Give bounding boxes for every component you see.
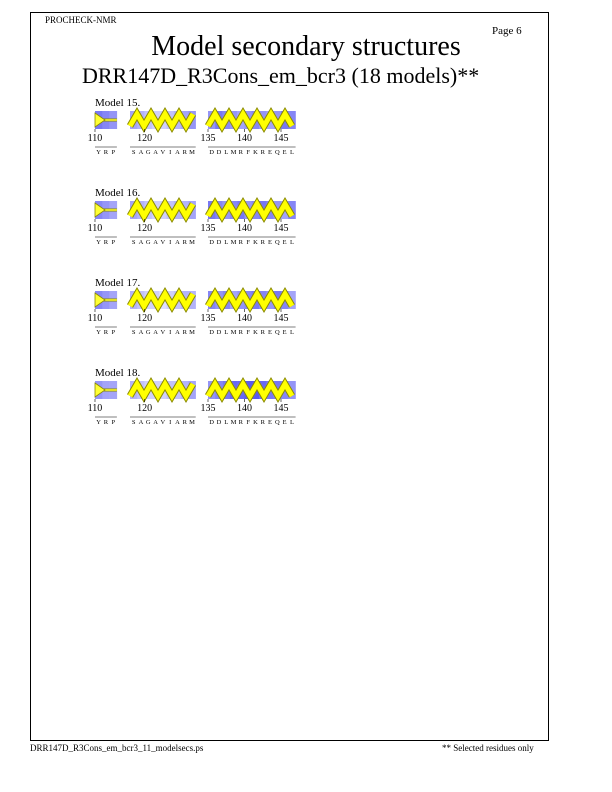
- residue-letter: D: [209, 149, 215, 156]
- residue-letter: R: [103, 239, 109, 246]
- residue-number: 145: [273, 313, 289, 324]
- model-label: Model 15.: [95, 97, 141, 109]
- residue-letter: A: [138, 239, 144, 246]
- structure-strip: [80, 201, 320, 257]
- residue-letter: S: [131, 239, 136, 246]
- residue-letter: M: [230, 149, 237, 156]
- residue-letter: L: [289, 419, 294, 426]
- residue-number: 120: [137, 403, 153, 414]
- program-name: PROCHECK-NMR: [45, 15, 117, 25]
- residue-letter: P: [111, 329, 116, 336]
- footer-note: ** Selected residues only: [442, 743, 534, 753]
- residue-number: 140: [237, 133, 252, 144]
- page-number: Page 6: [492, 25, 522, 37]
- residue-number: 140: [237, 403, 252, 414]
- residue-letter: A: [153, 329, 158, 336]
- residue-letter: E: [282, 419, 287, 426]
- residue-letter: G: [145, 329, 151, 336]
- residue-letter: E: [282, 329, 287, 336]
- residue-letter: K: [253, 239, 258, 246]
- residue-letter: P: [111, 239, 116, 246]
- residue-letter: E: [268, 239, 273, 246]
- residue-letter: D: [216, 149, 222, 156]
- residue-letter: D: [209, 239, 215, 246]
- residue-letter: L: [289, 149, 294, 156]
- residue-letter: M: [189, 329, 195, 336]
- residue-letter: K: [253, 329, 258, 336]
- residue-number: 145: [273, 403, 289, 414]
- residue-letter: V: [160, 149, 166, 156]
- residue-letter: L: [224, 329, 229, 336]
- model-block: [80, 367, 340, 447]
- residue-letter: M: [230, 329, 237, 336]
- residue-letter: R: [238, 419, 244, 426]
- residue-letter: E: [282, 149, 287, 156]
- residue-number: 110: [87, 313, 103, 324]
- residue-letter: S: [131, 419, 136, 426]
- residue-letter: S: [131, 149, 136, 156]
- residue-number: 140: [237, 223, 252, 234]
- model-block: [80, 97, 340, 177]
- residue-letter: Q: [274, 239, 280, 246]
- residue-number: 120: [137, 313, 153, 324]
- residue-letter: A: [153, 149, 158, 156]
- residue-letter: A: [175, 149, 180, 156]
- residue-letter: A: [138, 149, 144, 156]
- residue-letter: E: [282, 239, 287, 246]
- residue-letter: M: [230, 419, 237, 426]
- residue-letter: F: [246, 239, 250, 246]
- residue-letter: L: [224, 239, 229, 246]
- residue-letter: A: [175, 239, 180, 246]
- residue-number: 120: [137, 133, 153, 144]
- residue-letter: R: [238, 149, 244, 156]
- residue-number: 135: [200, 223, 216, 234]
- residue-letter: F: [246, 329, 250, 336]
- residue-letter: S: [131, 329, 136, 336]
- residue-letter: E: [268, 419, 273, 426]
- residue-letter: D: [209, 419, 215, 426]
- residue-letter: G: [145, 239, 151, 246]
- residue-letter: R: [238, 239, 244, 246]
- residue-letter: K: [253, 149, 258, 156]
- residue-letter: R: [238, 329, 244, 336]
- residue-letter: Q: [274, 149, 280, 156]
- structure-strip: [80, 291, 320, 347]
- residue-letter: V: [160, 239, 166, 246]
- residue-letter: P: [111, 149, 116, 156]
- page-subtitle: DRR147D_R3Cons_em_bcr3 (18 models)**: [82, 63, 480, 88]
- residue-letter: M: [189, 419, 195, 426]
- residue-letter: M: [189, 149, 195, 156]
- residue-letter: Y: [96, 329, 102, 336]
- residue-letter: I: [169, 419, 172, 426]
- residue-letter: F: [246, 419, 250, 426]
- residue-letter: R: [260, 329, 265, 336]
- residue-letter: I: [169, 329, 172, 336]
- residue-letter: V: [160, 329, 166, 336]
- residue-letter: A: [175, 419, 180, 426]
- residue-number: 145: [273, 133, 289, 144]
- residue-letter: R: [182, 329, 187, 336]
- residue-number: 145: [273, 223, 289, 234]
- residue-number: 135: [200, 133, 216, 144]
- residue-letter: R: [182, 419, 187, 426]
- residue-letter: R: [260, 149, 265, 156]
- model-label: Model 18.: [95, 367, 141, 379]
- residue-letter: G: [145, 419, 151, 426]
- residue-letter: K: [253, 419, 258, 426]
- residue-number: 140: [237, 313, 252, 324]
- residue-number: 110: [87, 403, 103, 414]
- residue-letter: D: [216, 419, 222, 426]
- residue-letter: M: [230, 239, 237, 246]
- structure-strip: [80, 381, 320, 437]
- residue-letter: R: [103, 149, 109, 156]
- residue-letter: D: [216, 329, 222, 336]
- residue-letter: Q: [274, 419, 280, 426]
- page-title: Model secondary structures: [151, 31, 461, 62]
- residue-number: 110: [87, 133, 103, 144]
- residue-number: 135: [200, 313, 216, 324]
- residue-letter: P: [111, 419, 116, 426]
- residue-letter: R: [182, 239, 187, 246]
- residue-letter: A: [153, 419, 158, 426]
- residue-letter: E: [268, 149, 273, 156]
- model-block: [80, 187, 340, 267]
- residue-letter: M: [189, 239, 195, 246]
- footer-filename: DRR147D_R3Cons_em_bcr3_11_modelsecs.ps: [30, 743, 204, 753]
- residue-letter: F: [246, 149, 250, 156]
- residue-letter: A: [138, 329, 144, 336]
- residue-letter: Q: [274, 329, 280, 336]
- structure-strip: [80, 111, 320, 167]
- residue-letter: Y: [96, 149, 102, 156]
- residue-letter: L: [224, 419, 229, 426]
- residue-letter: R: [182, 149, 187, 156]
- residue-letter: R: [260, 239, 265, 246]
- residue-number: 135: [200, 403, 216, 414]
- model-block: [80, 277, 340, 357]
- residue-letter: D: [216, 239, 222, 246]
- residue-letter: L: [224, 149, 229, 156]
- residue-letter: V: [160, 419, 166, 426]
- model-label: Model 17.: [95, 277, 141, 289]
- model-label: Model 16.: [95, 187, 141, 199]
- residue-letter: L: [289, 329, 294, 336]
- residue-letter: R: [260, 419, 265, 426]
- residue-letter: R: [103, 329, 109, 336]
- residue-letter: A: [153, 239, 158, 246]
- residue-letter: D: [209, 329, 215, 336]
- residue-letter: Y: [96, 239, 102, 246]
- residue-letter: L: [289, 239, 294, 246]
- residue-letter: R: [103, 419, 109, 426]
- residue-number: 120: [137, 223, 153, 234]
- residue-letter: Y: [96, 419, 102, 426]
- residue-letter: A: [175, 329, 180, 336]
- residue-letter: I: [169, 149, 172, 156]
- residue-letter: G: [145, 149, 151, 156]
- residue-letter: E: [268, 329, 273, 336]
- residue-number: 110: [87, 223, 103, 234]
- residue-letter: A: [138, 419, 144, 426]
- residue-letter: I: [169, 239, 172, 246]
